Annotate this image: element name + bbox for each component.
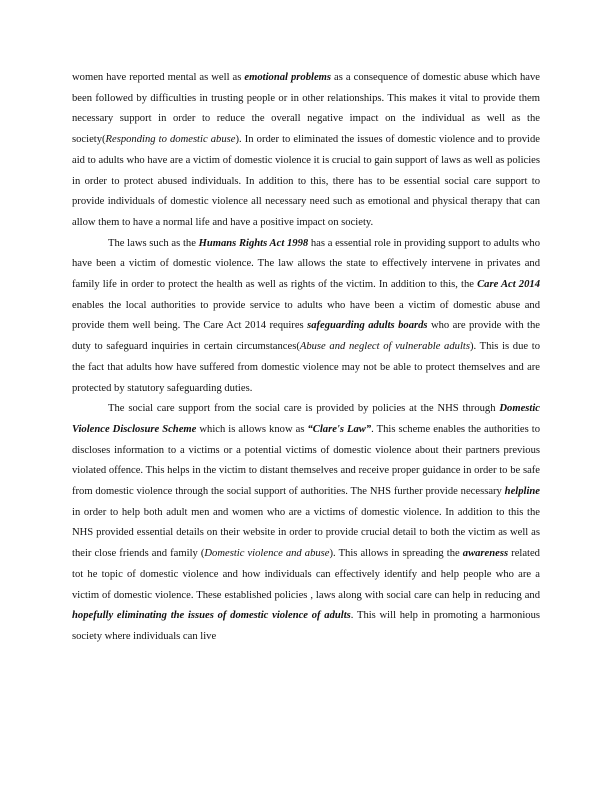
paragraph-2	[72, 234, 540, 400]
text: . This scheme enables the authorities to discloses information to a victims or a potential victims of domestic violence about their partners previous violated offence. This helps in the victim to distant themselves and receive proper guidance in order to be safe from domestic violence through the social support of authorities. The NHS further provide necessary	[72, 423, 540, 498]
emphasis: Care Act 2014	[477, 279, 540, 291]
text: as a consequence of domestic abuse which have been followed by difficulties in trusting people or in other relationships. This makes it vital to provide them necessary support in order to reduce the overall negative impact on the individual as well as the society(	[72, 72, 540, 146]
text: ). In order to eliminated the issues of domestic violence and to provide aid to adults who have are a victim of domestic violence it is crucial to gain support of laws as well as policies in order to protect abused individuals. In addition to this, there has to be essential social care support to provide individuals of domestic violence all necessary need such as emotional and physical therapy that can allow them to have a normal life and have a positive impact on society.	[72, 134, 540, 228]
text: women have reported mental as well as	[72, 72, 245, 83]
document-page	[72, 68, 540, 648]
text: ). This is due to the fact that adults how have suffered from domestic violence may not be able to protect themselves and are protected by statutory safeguarding duties.	[72, 341, 540, 394]
text: ). This allows in spreading the	[329, 548, 463, 560]
emphasis: Humans Rights Act 1998	[198, 237, 309, 249]
text: in order to help both adult men and women who are a victims of domestic violence. In addition to this the NHS provided essential details on their website in order to provide crucial detail to both the victim as well as their close friends and family (	[72, 506, 540, 560]
emphasis: awareness	[462, 548, 509, 560]
citation: Domestic violence and abuse	[204, 548, 330, 560]
emphasis: Domestic Violence Disclosure Scheme	[72, 403, 540, 435]
emphasis: hopefully eliminating the issues of domestic violence of adults	[72, 610, 351, 622]
text: related tot he topic of domestic violence and how individuals can effectively identify and help people who are a victim of domestic violence. These established policies , laws along with social care can help in reducing and	[72, 548, 540, 601]
text: . This will help in promoting a harmonious society where individuals can live	[72, 610, 540, 642]
emphasis: helpline	[504, 486, 540, 498]
emphasis: “Clare's Law”	[307, 423, 372, 435]
text: who are provide with the duty to safeguard inquiries in certain circumstances(	[72, 320, 540, 353]
text: The laws such as the	[108, 237, 199, 249]
text: The social care support from the social care is provided by policies at the NHS through	[108, 403, 500, 415]
citation: Responding to domestic abuse	[105, 134, 236, 146]
citation: Abuse and neglect of vulnerable adults	[299, 341, 470, 353]
text: enables the local authorities to provide service to adults who have been a victim of domestic abuse and provide them well being. The Care Act 2014 requires	[72, 299, 540, 332]
emphasis: safeguarding adults boards	[307, 320, 428, 332]
text: which is allows know as	[196, 423, 308, 435]
paragraph-3	[72, 399, 540, 647]
paragraph-1	[72, 68, 540, 234]
text: has a essential role in providing support to adults who have been a victim of domestic violence. The law allows the state to effectively intervene in privates and family life in order to protect the health as well as rights of the victim. In addition to this, the	[72, 237, 540, 291]
emphasis: emotional problems	[244, 72, 332, 83]
